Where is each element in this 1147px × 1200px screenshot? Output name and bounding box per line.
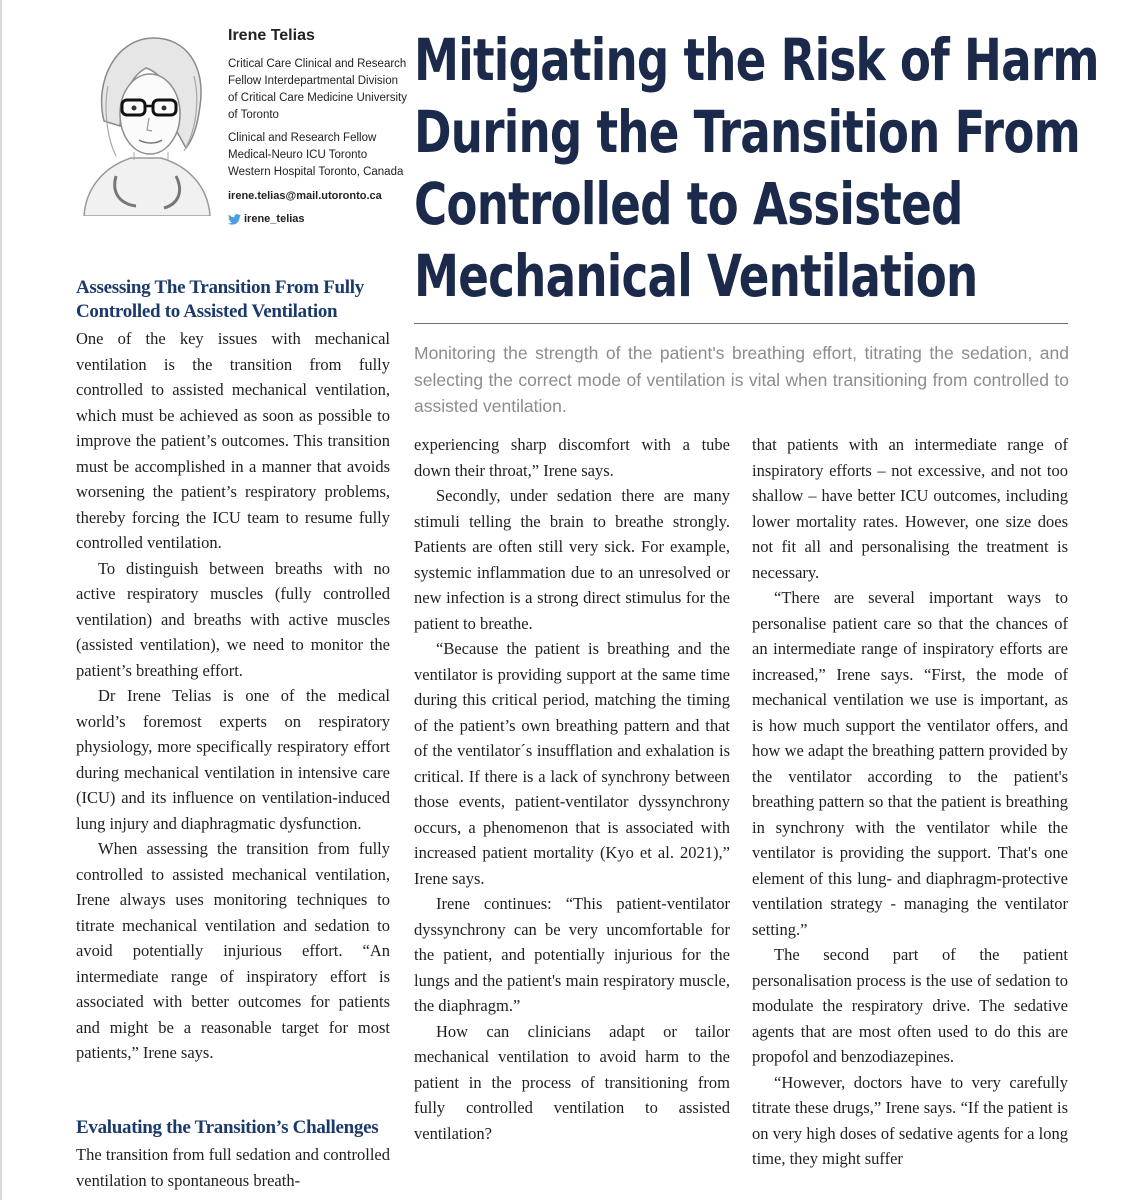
article-title-line: Controlled to Assisted (414, 170, 963, 238)
author-name: Irene Telias (228, 27, 315, 44)
article-title-line: Mechanical Ventilation (414, 242, 978, 310)
author-email-link[interactable]: irene.telias@mail.utoronto.ca (228, 190, 382, 202)
paragraph: When assessing the transition from fully controlled to assisted mechanical ventilation, Irene always uses monitoring techniques to titrate mechanical ventilation and sedation to avoid potentially injurious effort. “An intermediate range of inspiratory effort is associated with better outcomes for patients and might be a reasonable target for most patients,” Irene says. (76, 839, 390, 1062)
column-1-continued (76, 1142, 390, 1193)
column-1-body (76, 326, 390, 1066)
author-affiliation-1: Critical Care Clinical and Research Fellow Interdepartmental Division of Critical Care Medicine University of Toronto (228, 58, 407, 121)
paragraph: Dr Irene Telias is one of the medical world’s foremost experts on respiratory physiology, more specifically respiratory effort during mechanical ventilation in intensive care (ICU) and its influence on ventilation-induced lung injury and diaphragmatic dysfunction. (76, 686, 390, 833)
title-divider (414, 323, 1068, 324)
paragraph: “There are several important ways to personalise patient care so that the chances of an intermediate range of inspiratory efforts are increased,” Irene says. “First, the mode of mechanical ventilation we use is important, as is how much support the ventilator offers, and how we adapt the breathing pattern provided by the ventilator according to the patient's breathing pattern so that the patient is breathing in synchrony with the ventilator while the ventilator is providing the support. That's one element of this lung- and diaphragm-protective ventilation strategy - managing the ventilator setting.” (752, 588, 1068, 939)
author-twitter-handle: irene_telias (244, 213, 305, 225)
paragraph: experiencing sharp discomfort with a tube down their throat,” Irene says. (414, 435, 730, 480)
article-standfirst: Monitoring the strength of the patient's breathing effort, titrating the sedation, and selecting the correct mode of ventilation is vital when transitioning from controlled to assisted ventilation. (414, 343, 1069, 416)
subheading-assessing-transition: Assessing The Transition From Fully Controlled to Assisted Ventilation (76, 277, 364, 322)
article-title-line: Mitigating the Risk of Harm (414, 26, 1099, 94)
article-title-line: During the Transition From (414, 98, 1080, 166)
paragraph: The transition from full sedation and controlled ventilation to spontaneous breath- (76, 1145, 390, 1190)
author-twitter-link[interactable] (228, 212, 408, 227)
column-2-body (414, 432, 730, 1146)
paragraph: that patients with an intermediate range of inspiratory efforts – not excessive, and not too shallow – have better ICU outcomes, including lower mortality rates. However, one size does not fit all and personalising the treatment is necessary. (752, 435, 1068, 582)
paragraph: To distinguish between breaths with no active respiratory muscles (fully controlled ventilation) and breaths with active muscles (assisted ventilation), we need to monitor the patient’s breathing effort. (76, 558, 390, 680)
subheading-evaluating-challenges: Evaluating the Transition’s Challenges (76, 1117, 379, 1138)
author-block (228, 26, 408, 227)
author-affiliation-2: Clinical and Research Fellow Medical-Neuro ICU Toronto Western Hospital Toronto, Canada (228, 132, 404, 178)
paragraph: One of the key issues with mechanical ventilation is the transition from fully controlled to assisted mechanical ventilation, which must be achieved as soon as possible to improve the patient’s outcomes. This transition must be accomplished in a manner that avoids worsening the patient’s respiratory problems, thereby forcing the ICU team to resume fully controlled ventilation. (76, 329, 390, 552)
paragraph: “However, doctors have to very carefully titrate these drugs,” Irene says. “If the patient is on very high doses of sedative agents for a long time, they might suffer (752, 1072, 1068, 1168)
paragraph: Irene continues: “This patient-ventilator dyssynchrony can be very uncomfortable for the patient, and potentially injurious for the lungs and the patient's main respiratory muscle, the diaphragm.” (414, 894, 730, 1015)
paragraph: Secondly, under sedation there are many stimuli telling the brain to breathe strongly. Patients are often still very sick. For example, systemic inflammation due to an unresolved or new infection is a strong direct stimulus for the patient to breathe. (414, 486, 730, 633)
column-3-body (752, 432, 1068, 1172)
author-portrait-image (76, 26, 216, 216)
twitter-bird-icon (228, 214, 241, 225)
paragraph: “Because the patient is breathing and the ventilator is providing support at the same time during this critical period, matching the timing of the patient’s own breathing pattern and that of the ventilator´s insufflation and exhalation is critical. If there is a lack of synchrony between those events, patient-ventilator dyssynchrony occurs, a phenomenon that is associated with increased patient mortality (Kyo et al. 2021),” Irene says. (414, 639, 730, 888)
paragraph: The second part of the patient personalisation process is the use of sedation to modulate the respiratory drive. The sedative agents that are most often used to do this are propofol and benzodiazepines. (752, 945, 1068, 1066)
paragraph: How can clinicians adapt or tailor mechanical ventilation to avoid harm to the patient in the process of transitioning from fully controlled ventilation to assisted ventilation? (414, 1021, 730, 1143)
article-title (414, 24, 1099, 312)
